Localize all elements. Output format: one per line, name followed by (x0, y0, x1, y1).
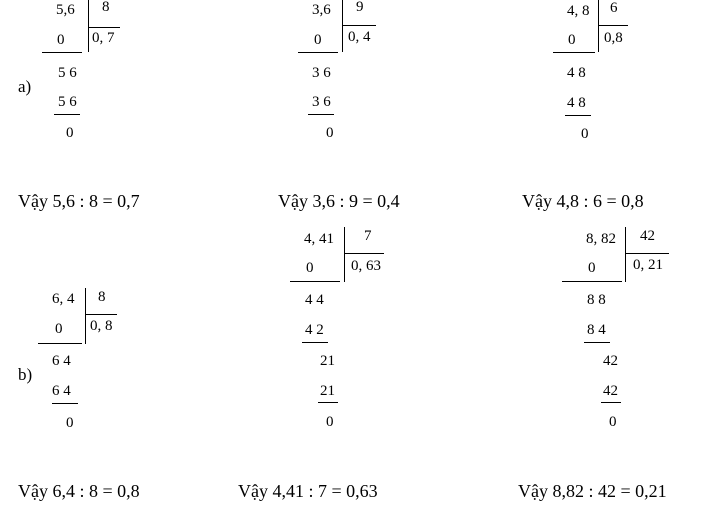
division-vertical-bar (85, 288, 86, 344)
dividend: 5,6 (56, 2, 75, 18)
result-b2: Vậy 4,41 : 7 = 0,63 (238, 481, 378, 501)
partial-dividend: 5 6 (58, 65, 77, 81)
final-remainder: 0 (326, 414, 334, 430)
partial-dividend: 8 8 (587, 292, 606, 308)
divisor: 7 (364, 228, 372, 244)
quotient: 0, 7 (92, 30, 115, 46)
divisor: 8 (102, 0, 110, 15)
division-vertical-bar (625, 227, 626, 282)
result-a3: Vậy 4,8 : 6 = 0,8 (522, 191, 644, 211)
dividend: 6, 4 (52, 291, 75, 307)
product: 3 6 (312, 94, 331, 110)
first-remainder: 0 (588, 260, 596, 276)
first-remainder: 0 (314, 32, 322, 48)
divisor-underline (342, 25, 376, 26)
divisor: 9 (356, 0, 364, 15)
divisor-underline (344, 253, 384, 254)
product: 8 4 (587, 322, 606, 338)
divisor-underline (85, 314, 117, 315)
first-remainder: 0 (306, 260, 314, 276)
final-remainder: 0 (66, 415, 74, 431)
partial-dividend: 4 4 (305, 292, 324, 308)
division-vertical-bar (598, 0, 599, 52)
result-b3: Vậy 8,82 : 42 = 0,21 (518, 481, 667, 501)
product: 5 6 (58, 94, 77, 110)
subtraction-line (52, 403, 78, 404)
dividend: 4, 41 (304, 231, 334, 247)
subtraction-line (584, 342, 610, 343)
dividend: 4, 8 (567, 3, 590, 19)
division-vertical-bar (342, 0, 343, 52)
partial-dividend: 4 8 (567, 65, 586, 81)
division-vertical-bar (344, 227, 345, 282)
divisor-underline (88, 27, 120, 28)
subtraction-line (298, 52, 338, 53)
divisor: 6 (610, 0, 618, 16)
final-remainder: 0 (609, 414, 617, 430)
first-remainder: 0 (55, 321, 63, 337)
quotient: 0, 4 (348, 29, 371, 45)
final-remainder: 0 (581, 126, 589, 142)
subtraction-line (42, 52, 82, 53)
quotient: 0, 21 (633, 257, 663, 273)
second-product: 42 (603, 383, 618, 399)
divisor-underline (598, 25, 628, 26)
part-a-label: a) (18, 77, 32, 96)
subtraction-line (290, 281, 340, 282)
quotient: 0, 63 (351, 258, 381, 274)
part-b-label: b) (18, 365, 33, 384)
divisor-underline (625, 253, 669, 254)
subtraction-line (38, 343, 82, 344)
product: 4 8 (567, 95, 586, 111)
divisor: 8 (98, 289, 106, 305)
dividend: 3,6 (312, 2, 331, 18)
subtraction-line (562, 281, 622, 282)
quotient: 0, 8 (90, 318, 113, 334)
first-remainder: 0 (568, 32, 576, 48)
result-b1: Vậy 6,4 : 8 = 0,8 (18, 481, 140, 501)
subtraction-line (553, 52, 595, 53)
final-remainder: 0 (326, 125, 334, 141)
second-partial-dividend: 21 (320, 353, 335, 369)
result-a1: Vậy 5,6 : 8 = 0,7 (18, 191, 140, 211)
second-partial-dividend: 42 (603, 353, 618, 369)
final-remainder: 0 (66, 125, 74, 141)
subtraction-line (54, 114, 80, 115)
first-remainder: 0 (57, 32, 65, 48)
dividend: 8, 82 (586, 231, 616, 247)
partial-dividend: 6 4 (52, 353, 71, 369)
product: 6 4 (52, 383, 71, 399)
second-product: 21 (320, 383, 335, 399)
subtraction-line (308, 114, 334, 115)
result-a2: Vậy 3,6 : 9 = 0,4 (278, 191, 400, 211)
quotient: 0,8 (604, 30, 623, 46)
subtraction-line (302, 342, 328, 343)
subtraction-line (601, 402, 621, 403)
product: 4 2 (305, 322, 324, 338)
subtraction-line (318, 402, 338, 403)
partial-dividend: 3 6 (312, 65, 331, 81)
divisor: 42 (640, 228, 655, 244)
division-vertical-bar (88, 0, 89, 52)
subtraction-line (565, 115, 591, 116)
